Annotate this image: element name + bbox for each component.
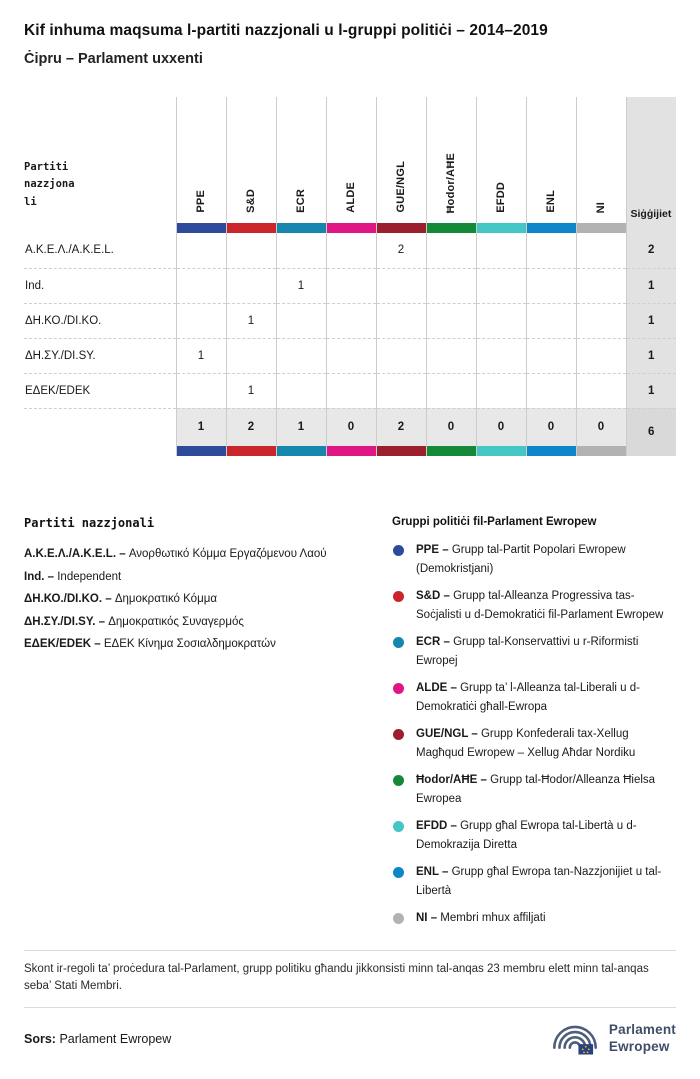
row-header-label: Partiti nazzjonali — [24, 161, 75, 208]
legend-party-item: Α.Κ.Ε.Λ./A.K.E.L. – Ανορθωτικό Κόμμα Εργαζόμενου Λαού — [24, 548, 327, 560]
value-cell — [426, 338, 476, 373]
legend-group-item: EFDD – Grupp għal Ewropa tal-Libertà u d-Demokrazija Diretta — [392, 817, 676, 855]
value-cell: 2 — [376, 233, 426, 268]
group-color-bar — [326, 446, 376, 456]
group-color-bar — [326, 223, 376, 233]
table-row — [24, 303, 676, 338]
group-color-bar — [276, 446, 326, 456]
column-header-sd: S&D — [226, 97, 276, 223]
group-color-bar — [576, 223, 626, 233]
group-color-dot — [393, 637, 404, 648]
seats-cell: 1 — [626, 303, 676, 338]
seats-cell: 1 — [626, 268, 676, 303]
source-label: Sors: — [24, 1031, 56, 1046]
footnote: Skont ir-regoli ta’ proċedura tal-Parlament, grupp politiku għandu jikkonsisti minn tal-anqas 23 membru elett minn tal-anqas seba’ Stati Membri. — [24, 950, 676, 1008]
value-cell — [576, 373, 626, 408]
value-cell: 1 — [176, 338, 226, 373]
spacer-cell — [24, 223, 176, 233]
legend-group-item: ENL – Grupp għal Ewropa tan-Nazzjonijiet u tal-Libertà — [392, 863, 676, 901]
total-cell: 2 — [226, 408, 276, 446]
legend-party-item: ΕΔΕΚ/EDEK – ΕΔΕΚ Κίνημα Σοσιαλδημοκρατών — [24, 638, 276, 650]
column-header-ecr: ECR — [276, 97, 326, 223]
party-name: ΔΗ.ΣΥ./DI.SY. — [24, 338, 176, 373]
value-cell — [476, 373, 526, 408]
value-cell — [576, 338, 626, 373]
column-header-enl: ENL — [526, 97, 576, 223]
legend-group-item: Ħodor/AĦE – Grupp tal-Ħodor/Alleanza Ħielsa Ewropea — [392, 771, 676, 809]
legend-party-item: Ind. – Independent — [24, 570, 122, 583]
value-cell — [176, 373, 226, 408]
total-cell: 2 — [376, 408, 426, 446]
value-cell — [376, 338, 426, 373]
value-cell — [276, 233, 326, 268]
legend-group-item: ECR – Grupp tal-Konservattivi u r-Riformisti Ewropej — [392, 633, 676, 671]
group-color-bar — [526, 446, 576, 456]
eu-flag — [578, 1044, 593, 1054]
ep-logo — [550, 1020, 676, 1058]
value-cell — [426, 303, 476, 338]
group-color-bar — [226, 446, 276, 456]
value-cell — [576, 268, 626, 303]
totals-row — [24, 408, 676, 446]
value-cell — [176, 233, 226, 268]
ep-hemicycle-icon — [550, 1020, 600, 1058]
group-color-bar — [576, 446, 626, 456]
source-line — [24, 1032, 171, 1046]
column-header-ni: NI — [576, 97, 626, 223]
spacer-cell — [24, 446, 176, 456]
group-color-bar — [226, 223, 276, 233]
group-color-bars-bottom — [24, 446, 676, 456]
legend-party-item: ΔΗ.ΣΥ./DI.SY. – Δημοκρατικός Συναγερμός — [24, 615, 244, 628]
group-color-dot — [393, 913, 404, 924]
seats-cell: 1 — [626, 373, 676, 408]
legend-national-parties — [24, 516, 392, 936]
group-color-bar — [176, 223, 226, 233]
seats-cell: 2 — [626, 233, 676, 268]
corner-cell — [24, 97, 176, 223]
value-cell — [526, 303, 576, 338]
value-cell — [326, 268, 376, 303]
value-cell — [326, 303, 376, 338]
value-cell — [276, 338, 326, 373]
column-header-greens: Ħodor/AĦE — [426, 97, 476, 223]
group-color-bar — [476, 446, 526, 456]
group-color-bar — [426, 223, 476, 233]
value-cell — [476, 338, 526, 373]
group-color-bar — [526, 223, 576, 233]
group-color-bar — [276, 223, 326, 233]
group-color-bar — [426, 446, 476, 456]
value-cell — [476, 233, 526, 268]
value-cell — [276, 373, 326, 408]
total-cell: 0 — [426, 408, 476, 446]
value-cell — [426, 268, 476, 303]
total-cell: 0 — [326, 408, 376, 446]
ep-logo-wordmark: Parlament Ewropew — [608, 1022, 676, 1054]
value-cell — [276, 303, 326, 338]
value-cell — [326, 373, 376, 408]
value-cell — [326, 338, 376, 373]
value-cell — [426, 233, 476, 268]
value-cell — [226, 233, 276, 268]
group-color-bar — [376, 446, 426, 456]
total-cell: 0 — [576, 408, 626, 446]
legend-group-item: GUE/NGL – Grupp Konfederali tax-Xellug Magħqud Ewropew – Xellug Aħdar Nordiku — [392, 725, 676, 763]
legend-parties-heading: Partiti nazzjonali — [24, 516, 155, 530]
value-cell: 1 — [276, 268, 326, 303]
table-row — [24, 233, 676, 268]
legend-group-item: PPE – Grupp tal-Partit Popolari Ewropew (Demokristjani) — [392, 541, 676, 579]
group-color-dot — [393, 867, 404, 878]
legend-group-item: NI – Membri mhux affiljati — [392, 909, 676, 928]
group-color-dot — [393, 775, 404, 786]
legend — [24, 516, 676, 936]
legend-party-item: ΔΗ.ΚΟ./DI.KO. – Δημοκρατικό Κόμμα — [24, 593, 217, 605]
footer — [24, 1020, 676, 1058]
value-cell — [176, 303, 226, 338]
legend-groups-heading: Gruppi politiċi fil-Parlament Ewropew — [392, 516, 597, 528]
group-color-dot — [393, 591, 404, 602]
party-name: ΔΗ.ΚΟ./DI.KO. — [24, 303, 176, 338]
value-cell — [526, 268, 576, 303]
spacer-cell — [24, 408, 176, 446]
value-cell — [526, 338, 576, 373]
group-color-dot — [393, 729, 404, 740]
seats-table — [24, 97, 676, 456]
group-color-dot — [393, 821, 404, 832]
table-row — [24, 268, 676, 303]
value-cell — [476, 268, 526, 303]
value-cell — [226, 268, 276, 303]
value-cell — [576, 233, 626, 268]
group-color-bars-top — [24, 223, 676, 233]
legend-group-item: ALDE – Grupp ta’ l-Alleanza tal-Liberali u d-Demokratiċi għall-Ewropa — [392, 679, 676, 717]
party-name: Α.Κ.Ε.Λ./A.K.E.L. — [24, 233, 176, 268]
total-cell: 0 — [526, 408, 576, 446]
party-name: ΕΔΕΚ/EDEK — [24, 373, 176, 408]
value-cell — [376, 373, 426, 408]
table-row — [24, 373, 676, 408]
page-title: Kif inhuma maqsuma l-partiti nazzjonali u l-gruppi politiċi – 2014–2019 — [24, 22, 548, 39]
group-color-bar — [176, 446, 226, 456]
value-cell — [376, 268, 426, 303]
group-color-bar — [476, 223, 526, 233]
column-header-ppe: PPE — [176, 97, 226, 223]
value-cell — [476, 303, 526, 338]
column-header-alde: ALDE — [326, 97, 376, 223]
legend-group-item: S&D – Grupp tal-Alleanza Progressiva tas-Soċjalisti u d-Demokratiċi fil-Parlament Ewropew — [392, 587, 676, 625]
value-cell — [226, 338, 276, 373]
value-cell — [326, 233, 376, 268]
total-cell: 0 — [476, 408, 526, 446]
table-header-row — [24, 97, 676, 223]
total-cell: 1 — [276, 408, 326, 446]
seats-total-cell: 6 — [626, 408, 676, 456]
value-cell — [176, 268, 226, 303]
column-header-guengl: GUE/NGL — [376, 97, 426, 223]
seats-cell: 1 — [626, 338, 676, 373]
value-cell — [376, 303, 426, 338]
value-cell — [526, 233, 576, 268]
table-row — [24, 338, 676, 373]
value-cell — [526, 373, 576, 408]
value-cell: 1 — [226, 303, 276, 338]
source-value: Parlament Ewropew — [59, 1031, 172, 1046]
seats-column-header: Siġġijiet — [626, 97, 676, 233]
value-cell — [576, 303, 626, 338]
party-name: Ind. — [24, 268, 176, 303]
legend-political-groups — [392, 516, 676, 936]
page-subtitle: Ċipru – Parlament uxxenti — [24, 51, 203, 67]
column-header-efdd: EFDD — [476, 97, 526, 223]
group-color-dot — [393, 683, 404, 694]
value-cell — [426, 373, 476, 408]
group-color-dot — [393, 545, 404, 556]
group-color-bar — [376, 223, 426, 233]
value-cell: 1 — [226, 373, 276, 408]
total-cell: 1 — [176, 408, 226, 446]
